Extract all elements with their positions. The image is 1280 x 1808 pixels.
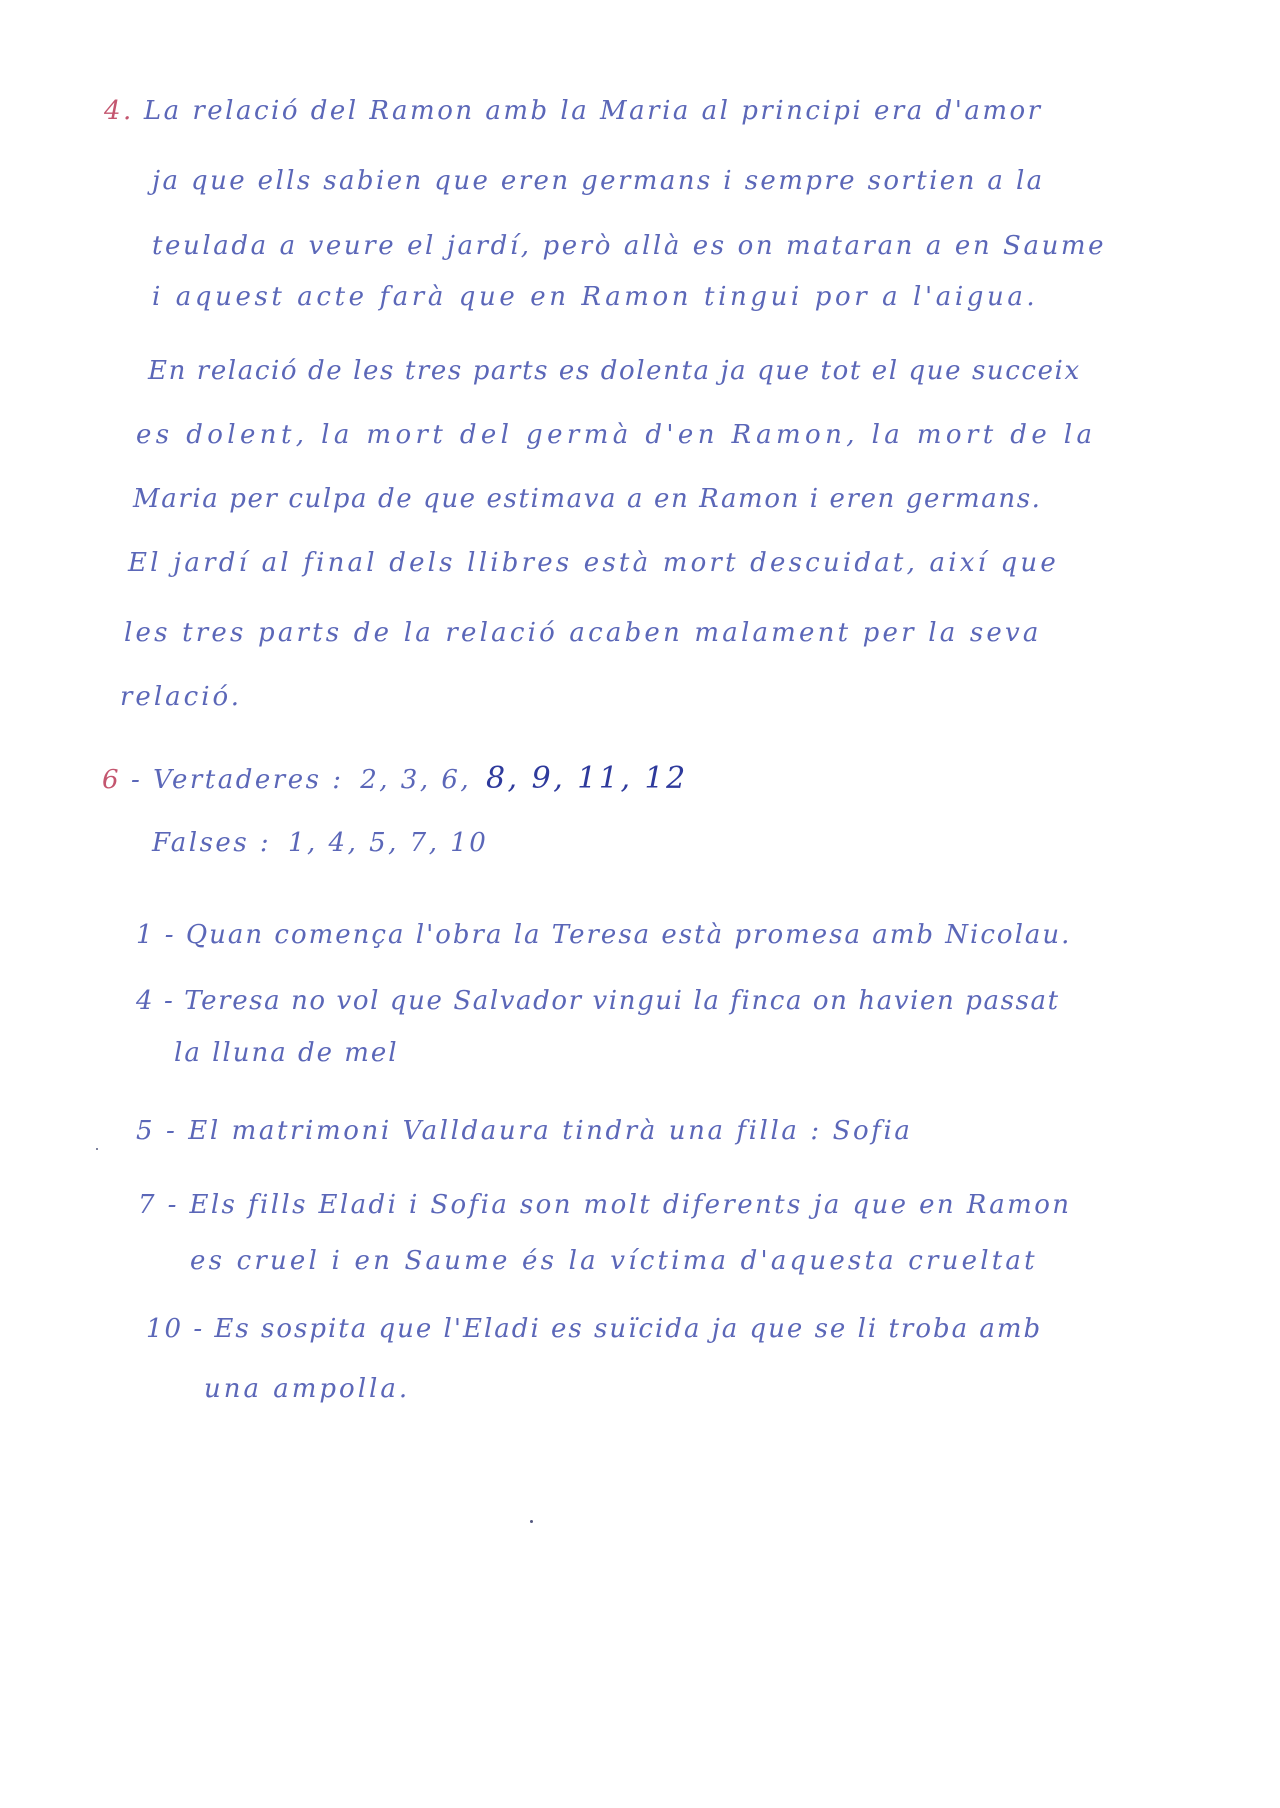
q6-correction-4-cont: la lluna de mel (174, 1038, 399, 1068)
q6-correction-4: 4 - Teresa no vol que Salvador vingui la finca on havien passat (136, 986, 1060, 1016)
q6-verdaderes-line (102, 761, 688, 796)
q4-line-3: teulada a veure el jardí, però allà es on mataran a en Saume (152, 231, 1107, 261)
q6-falses-label: Falses : (152, 828, 272, 858)
q4-line-7: Maria per culpa de que estimava a en Ramon i eren germans. (133, 484, 1042, 514)
q6-verdaderes-label: - Vertaderes : (131, 765, 344, 795)
q6-correction-1: 1 - Quan comença l'obra la Teresa està promesa amb Nicolau. (136, 920, 1072, 950)
q4-line-10: relació. (120, 682, 242, 712)
q6-verdaderes-values-a: 2, 3, 6, (360, 765, 472, 795)
q6-correction-10: 10 - Es sospita que l'Eladi es suïcida ja que se li troba amb (146, 1314, 1043, 1344)
q6-verdaderes-values-b: 8, 9, 11, 12 (485, 761, 688, 796)
q4-marker: 4. (104, 96, 134, 126)
q6-marker: 6 (102, 765, 122, 795)
q6-correction-7-cont: es cruel i en Saume és la víctima d'aquesta crueltat (190, 1246, 1038, 1276)
q4-line-8: El jardí al final dels llibres està mort descuidat, així que (128, 548, 1059, 578)
q6-falses-line (152, 830, 488, 856)
q4-line-1 (104, 98, 1043, 124)
q4-line-6: es dolent, la mort del germà d'en Ramon, la mort de la (136, 420, 1097, 450)
q4-text-1: La relació del Ramon amb la Maria al principi era d'amor (143, 96, 1043, 126)
q4-line-5: En relació de les tres parts es dolenta ja que tot el que succeix (148, 356, 1081, 386)
ink-speck (96, 1148, 98, 1150)
q4-line-2: ja que ells sabien que eren germans i sempre sortien a la (152, 166, 1045, 196)
q6-correction-7: 7 - Els fills Eladi i Sofia son molt diferents ja que en Ramon (138, 1190, 1072, 1220)
q6-correction-5: 5 - El matrimoni Valldaura tindrà una filla : Sofia (136, 1116, 913, 1146)
q6-correction-10-cont: una ampolla. (204, 1374, 411, 1404)
q4-line-4: i aquest acte farà que en Ramon tingui por a l'aigua. (152, 282, 1039, 312)
q6-falses-values: 1, 4, 5, 7, 10 (287, 828, 489, 858)
ink-speck (530, 1520, 533, 1523)
q4-line-9: les tres parts de la relació acaben malament per la seva (124, 618, 1042, 648)
